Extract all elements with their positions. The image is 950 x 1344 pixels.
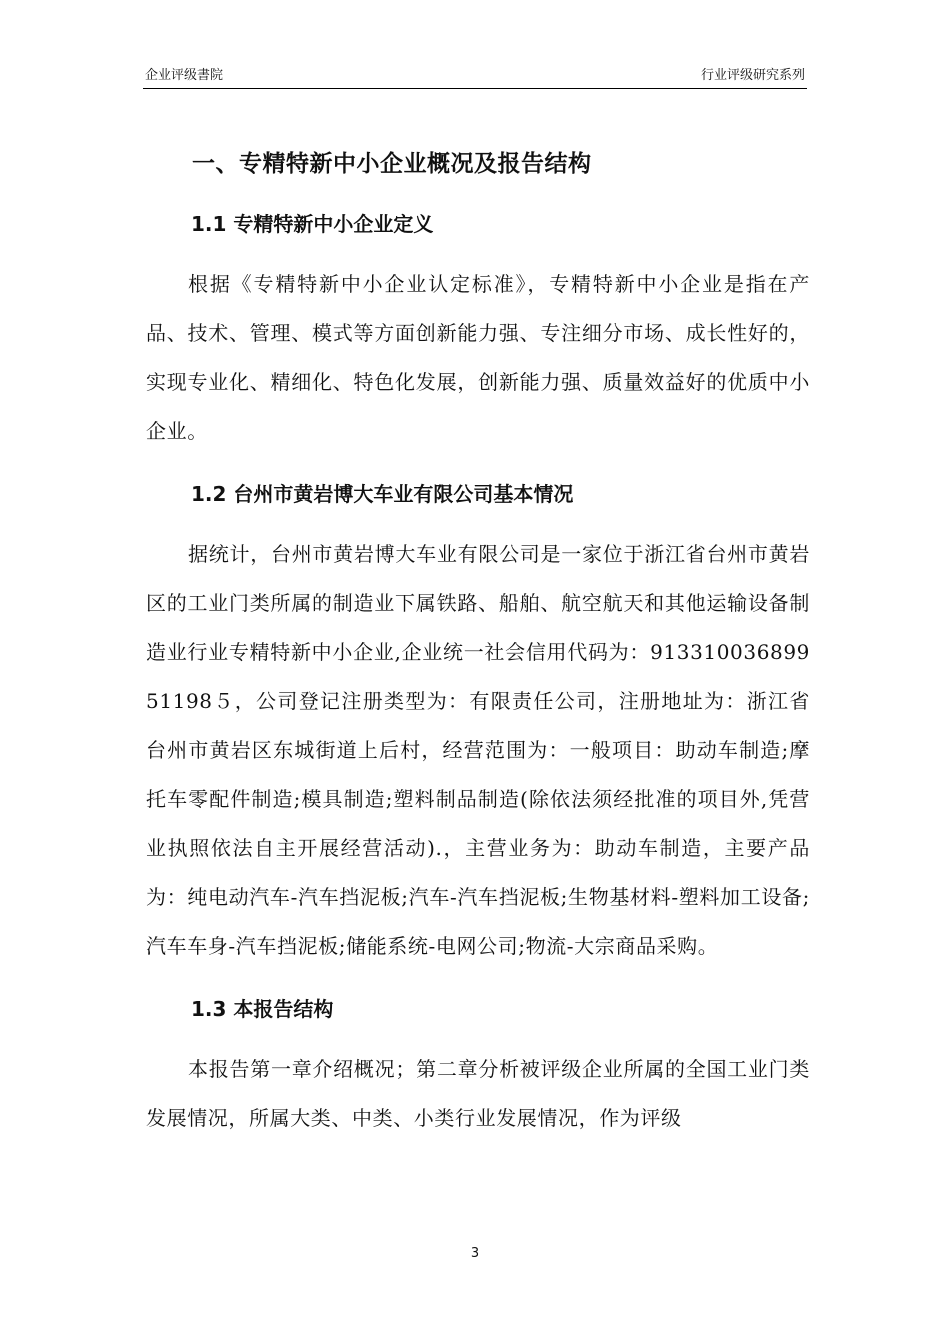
page-header [143,66,807,89]
header-publisher: 企业评级書院 [145,68,224,83]
subsection-heading-1-2: 1.2 台州市黄岩博大车业有限公司基本情况 [191,482,574,506]
paragraph-definition: 根据《专精特新中小企业认定标准》，专精特新中小企业是指在产品、技术、管理、模式等方面创新能力强、专注细分市场、成长性好的，实现专业化、精细化、特色化发展，创新能力强、质量效益好的优质中小企业。 [146,272,810,443]
header-series: 行业评级研究系列 [700,68,805,83]
subsection-heading-1-1: 1.1 专精特新中小企业定义 [191,212,434,236]
paragraph-company-info: 据统计，台州市黄岩博大车业有限公司是一家位于浙江省台州市黄岩区的工业门类所属的制造业下属铁路、船舶、航空航天和其他运输设备制造业行业专精特新中小企业,企业统一社会信用代码为：91331003689951198５，公司登记注册类型为：有限责任公司，注册地址为：浙江省台州市黄岩区东城街道上后村，经营范围为：一般项目：助动车制造;摩托车零配件制造;模具制造;塑料制品制造(除依法须经批准的项目外,凭营业执照依法自主开展经营活动).，主营业务为：助动车制造，主要产品为：纯电动汽车-汽车挡泥板;汽车-汽车挡泥板;生物基材料-塑料加工设备;汽车车身-汽车挡泥板;储能系统-电网公司;物流-大宗商品采购。 [146,542,810,958]
page-number: 3 [470,1246,480,1261]
paragraph-report-structure: 本报告第一章介绍概况；第二章分析被评级企业所属的全国工业门类发展情况，所属大类、中类、小类行业发展情况，作为评级 [146,1057,810,1130]
document-body [146,140,810,1159]
subsection-heading-1-3: 1.3 本报告结构 [191,997,334,1021]
section-title: 一、专精特新中小企业概况及报告结构 [192,151,592,177]
